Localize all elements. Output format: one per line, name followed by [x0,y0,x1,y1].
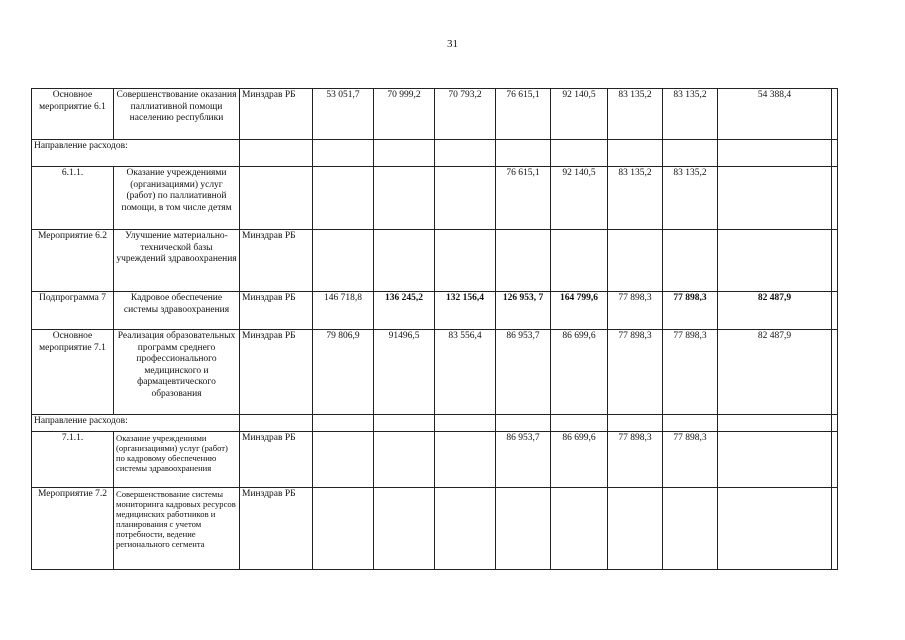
row-value: 70 999,2 [374,89,435,140]
row-value: 83 135,2 [608,89,663,140]
row-value: 136 245,2 [374,292,435,330]
row-value: 77 898,3 [608,292,663,330]
row-value [551,230,608,292]
row-name: Оказание учреждениями (организациями) услуг (работ) по кадровому обеспечению системы здравоохранения [114,432,240,488]
table-row [32,488,838,570]
row-code: Мероприятие 6.2 [32,230,114,292]
row-value: 77 898,3 [608,330,663,415]
row-value: 76 615,1 [496,89,551,140]
row-value: 77 898,3 [663,330,718,415]
row-executor [240,167,313,230]
row-value: 126 953, 7 [496,292,551,330]
row-code: Основное мероприятие 7.1 [32,330,114,415]
row-value [718,432,832,488]
row-value [313,432,374,488]
row-value [663,230,718,292]
row-value [374,230,435,292]
row-value: 79 806,9 [313,330,374,415]
row-executor: Минздрав РБ [240,432,313,488]
row-value [313,488,374,570]
row-value: 164 799,6 [551,292,608,330]
row-value [608,488,663,570]
table-row [32,89,838,140]
row-value: 91496,5 [374,330,435,415]
table-row [32,292,838,330]
row-value: 82 487,9 [718,292,832,330]
row-code: Подпрограмма 7 [32,292,114,330]
row-code: Мероприятие 7.2 [32,488,114,570]
row-value: 86 953,7 [496,330,551,415]
row-value [663,488,718,570]
section-label: Направление расходов: [32,140,240,167]
row-name: Реализация образовательных программ среднего профессионального медицинского и фармацевтического образования [114,330,240,415]
row-name: Оказание учреждениями (организациями) услуг (работ) по паллиативной помощи, в том числе детям [114,167,240,230]
row-executor: Минздрав РБ [240,292,313,330]
row-value [435,230,496,292]
row-code: Основное мероприятие 6.1 [32,89,114,140]
row-value [374,488,435,570]
row-value: 132 156,4 [435,292,496,330]
row-value: 76 615,1 [496,167,551,230]
row-name: Кадровое обеспечение системы здравоохранения [114,292,240,330]
row-value: 77 898,3 [608,432,663,488]
row-value [313,167,374,230]
row-name: Совершенствование системы мониторинга кадровых ресурсов медицинских работников и планирования с учетом потребности, ведение регионального сегмента [114,488,240,570]
row-name: Улучшение материально-технической базы учреждений здравоохранения [114,230,240,292]
row-value [313,230,374,292]
row-value: 53 051,7 [313,89,374,140]
row-value: 77 898,3 [663,292,718,330]
row-value: 54 388,4 [718,89,832,140]
table-row [32,432,838,488]
row-code: 6.1.1. [32,167,114,230]
page-number: 31 [447,38,458,50]
row-value: 83 135,2 [663,89,718,140]
row-value: 83 556,4 [435,330,496,415]
row-value [435,167,496,230]
row-value: 86 699,6 [551,330,608,415]
row-value [435,488,496,570]
row-value: 70 793,2 [435,89,496,140]
table-row [32,415,838,432]
row-value: 146 718,8 [313,292,374,330]
table-row [32,167,838,230]
table-row [32,140,838,167]
row-value [435,432,496,488]
row-value: 83 135,2 [663,167,718,230]
table-row [32,230,838,292]
row-value [718,230,832,292]
row-executor: Минздрав РБ [240,230,313,292]
row-value [374,167,435,230]
section-label: Направление расходов: [32,415,240,432]
row-value: 92 140,5 [551,167,608,230]
row-value [718,488,832,570]
row-name: Совершенствование оказания паллиативной помощи населению республики [114,89,240,140]
row-executor: Минздрав РБ [240,89,313,140]
row-value: 77 898,3 [663,432,718,488]
row-value [496,488,551,570]
row-value: 83 135,2 [608,167,663,230]
budget-table [31,88,838,570]
row-value: 86 699,6 [551,432,608,488]
row-value [608,230,663,292]
row-value [551,488,608,570]
table-row [32,330,838,415]
row-value [374,432,435,488]
row-value: 82 487,9 [718,330,832,415]
row-value: 86 953,7 [496,432,551,488]
row-value [718,167,832,230]
row-executor: Минздрав РБ [240,488,313,570]
row-code: 7.1.1. [32,432,114,488]
row-value [496,230,551,292]
row-executor: Минздрав РБ [240,330,313,415]
row-value: 92 140,5 [551,89,608,140]
